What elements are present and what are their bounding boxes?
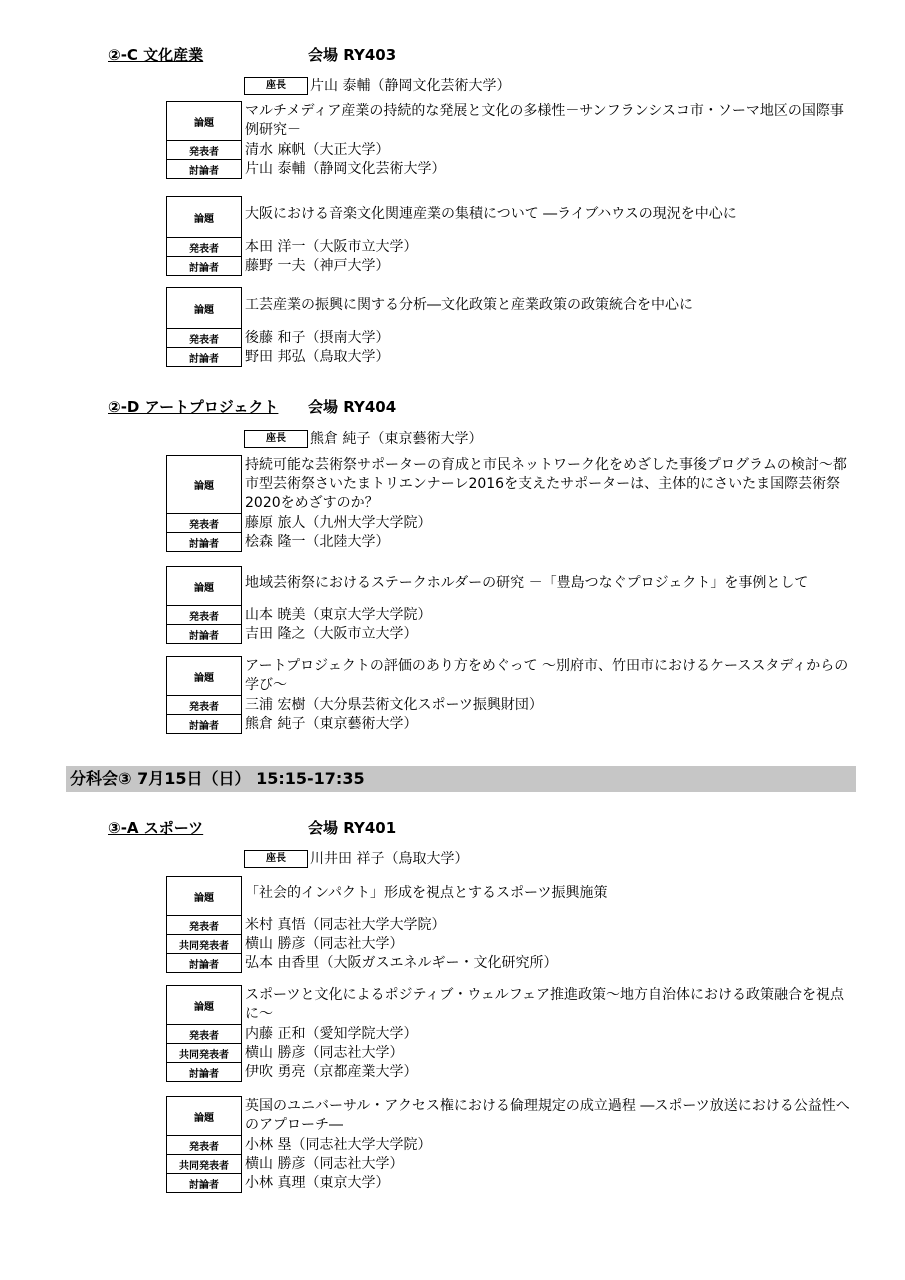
presenter-name: 山本 暁美（東京大学大学院） xyxy=(245,607,432,623)
chair-row xyxy=(244,849,864,869)
title-row xyxy=(166,656,866,696)
paper-block xyxy=(166,287,866,367)
discussant-name: 伊吹 勇亮（京都産業大学） xyxy=(245,1064,418,1080)
title-label: 論題 xyxy=(166,566,242,606)
discussant-row xyxy=(166,348,866,367)
chair-label: 座長 xyxy=(244,850,308,868)
discussant-label: 討論者 xyxy=(166,1063,242,1082)
paper-title: 英国のユニバーサル・アクセス権における倫理規定の成立過程 ―スポーツ放送における公益性へのアプローチ― xyxy=(245,1098,850,1133)
presenter-label: 発表者 xyxy=(166,1136,242,1155)
title-label: 論題 xyxy=(166,101,242,141)
discussant-row xyxy=(166,257,866,276)
presenter-row xyxy=(166,329,866,348)
presenter-name: 小林 塁（同志社大学大学院） xyxy=(245,1137,432,1153)
presenter-label: 発表者 xyxy=(166,514,242,533)
title-row xyxy=(166,196,866,238)
discussant-name: 藤野 一夫（神戸大学） xyxy=(245,258,390,274)
paper-title: 大阪における音楽文化関連産業の集積について ―ライブハウスの現況を中心に xyxy=(245,206,737,222)
paper-title: アートプロジェクトの評価のあり方をめぐって ～別府市、竹田市におけるケーススタディからの学び～ xyxy=(245,658,849,693)
presenter-label: 発表者 xyxy=(166,1025,242,1044)
discussant-label: 討論者 xyxy=(166,257,242,276)
discussant-name: 片山 泰輔（静岡文化芸術大学） xyxy=(245,161,446,177)
presenter-name: 後藤 和子（摂南大学） xyxy=(245,330,390,346)
paper-block xyxy=(166,985,866,1082)
paper-block xyxy=(166,196,866,276)
discussant-label: 討論者 xyxy=(166,715,242,734)
discussant-row xyxy=(166,954,866,973)
co-presenter-row xyxy=(166,1155,866,1174)
presenter-row xyxy=(166,696,866,715)
title-label: 論題 xyxy=(166,1096,242,1136)
title-row xyxy=(166,1096,866,1136)
presenter-row xyxy=(166,916,866,935)
presenter-row xyxy=(166,606,866,625)
title-label: 論題 xyxy=(166,985,242,1025)
section-code: ②-D アートプロジェクト xyxy=(108,398,279,416)
co-presenter-label: 共同発表者 xyxy=(166,1044,242,1063)
presenter-name: 本田 洋一（大阪市立大学） xyxy=(245,239,418,255)
co-presenter-label: 共同発表者 xyxy=(166,1155,242,1174)
discussant-row xyxy=(166,1063,866,1082)
co-presenter-name: 横山 勝彦（同志社大学） xyxy=(245,1156,404,1172)
chair-name: 熊倉 純子（東京藝術大学） xyxy=(310,431,483,447)
title-row xyxy=(166,455,866,514)
discussant-row xyxy=(166,625,866,644)
discussant-name: 吉田 隆之（大阪市立大学） xyxy=(245,626,418,642)
discussant-label: 討論者 xyxy=(166,625,242,644)
presenter-label: 発表者 xyxy=(166,141,242,160)
chair-label: 座長 xyxy=(244,430,308,448)
title-row xyxy=(166,876,866,916)
paper-title: マルチメディア産業の持続的な発展と文化の多様性－サンフランシスコ市・ソーマ地区の国際事例研究－ xyxy=(245,103,844,138)
discussant-name: 弘本 由香里（大阪ガスエネルギー・文化研究所） xyxy=(245,955,558,971)
title-row xyxy=(166,101,866,141)
discussant-label: 討論者 xyxy=(166,533,242,552)
chair-name: 片山 泰輔（静岡文化芸術大学） xyxy=(310,78,511,94)
presenter-row xyxy=(166,1025,866,1044)
presenter-label: 発表者 xyxy=(166,329,242,348)
paper-title: 「社会的インパクト」形成を視点とするスポーツ振興施策 xyxy=(245,885,608,901)
section-code: ②-C 文化産業 xyxy=(108,46,204,64)
presenter-row xyxy=(166,141,866,160)
discussant-name: 熊倉 純子（東京藝術大学） xyxy=(245,716,418,732)
discussant-row xyxy=(166,533,866,552)
discussant-label: 討論者 xyxy=(166,954,242,973)
paper-block xyxy=(166,455,866,552)
presenter-name: 藤原 旅人（九州大学大学院） xyxy=(245,515,432,531)
presenter-label: 発表者 xyxy=(166,916,242,935)
co-presenter-row xyxy=(166,935,866,954)
section-venue: 会場 RY403 xyxy=(308,46,397,64)
chair-row xyxy=(244,76,864,96)
paper-title: スポーツと文化によるポジティブ・ウェルフェア推進政策～地方自治体における政策融合を視点に～ xyxy=(245,987,845,1022)
title-label: 論題 xyxy=(166,287,242,329)
chair-row xyxy=(244,429,864,449)
co-presenter-name: 横山 勝彦（同志社大学） xyxy=(245,1045,404,1061)
section-heading-2d xyxy=(108,396,396,418)
paper-block xyxy=(166,566,866,644)
discussant-label: 討論者 xyxy=(166,1174,242,1193)
chair-label: 座長 xyxy=(244,77,308,95)
discussant-name: 桧森 隆一（北陸大学） xyxy=(245,534,390,550)
title-label: 論題 xyxy=(166,876,242,916)
title-row xyxy=(166,287,866,329)
paper-block xyxy=(166,656,866,734)
paper-block xyxy=(166,876,866,973)
discussant-row xyxy=(166,1174,866,1193)
presenter-row xyxy=(166,1136,866,1155)
title-label: 論題 xyxy=(166,455,242,514)
section-heading-3a xyxy=(108,817,396,839)
section-venue: 会場 RY404 xyxy=(308,398,397,416)
presenter-name: 三浦 宏樹（大分県芸術文化スポーツ振興財団） xyxy=(245,697,543,713)
discussant-label: 討論者 xyxy=(166,348,242,367)
presenter-label: 発表者 xyxy=(166,606,242,625)
discussant-row xyxy=(166,160,866,179)
presenter-row xyxy=(166,238,866,257)
chair-name: 川井田 祥子（鳥取大学） xyxy=(310,851,469,867)
section-code: ③-A スポーツ xyxy=(108,819,204,837)
title-row xyxy=(166,566,866,606)
section-venue: 会場 RY401 xyxy=(308,819,397,837)
title-row xyxy=(166,985,866,1025)
discussant-row xyxy=(166,715,866,734)
paper-title: 地域芸術祭におけるステークホルダーの研究 －「豊島つなぐプロジェクト」を事例として xyxy=(245,575,809,591)
discussant-label: 討論者 xyxy=(166,160,242,179)
presenter-name: 内藤 正和（愛知学院大学） xyxy=(245,1026,418,1042)
session-bar: 分科会③ 7月15日（日） 15:15-17:35 xyxy=(66,766,856,792)
paper-title: 工芸産業の振興に関する分析―文化政策と産業政策の政策統合を中心に xyxy=(245,297,693,313)
discussant-name: 小林 真理（東京大学） xyxy=(245,1175,390,1191)
presenter-label: 発表者 xyxy=(166,238,242,257)
presenter-label: 発表者 xyxy=(166,696,242,715)
co-presenter-row xyxy=(166,1044,866,1063)
presenter-row xyxy=(166,514,866,533)
co-presenter-label: 共同発表者 xyxy=(166,935,242,954)
title-label: 論題 xyxy=(166,656,242,696)
paper-block xyxy=(166,101,866,179)
co-presenter-name: 横山 勝彦（同志社大学） xyxy=(245,936,404,952)
presenter-name: 清水 麻帆（大正大学） xyxy=(245,142,390,158)
section-heading-2c xyxy=(108,44,396,66)
paper-block xyxy=(166,1096,866,1193)
discussant-name: 野田 邦弘（鳥取大学） xyxy=(245,349,390,365)
paper-title: 持続可能な芸術祭サポーターの育成と市民ネットワーク化をめざした事後プログラムの検討～都市型芸術祭さいたまトリエンナーレ2016を支えたサポーターは、主体的にさいたま国際芸術祭2020をめざすのか？ xyxy=(245,457,847,511)
presenter-name: 米村 真悟（同志社大学大学院） xyxy=(245,917,446,933)
title-label: 論題 xyxy=(166,196,242,238)
